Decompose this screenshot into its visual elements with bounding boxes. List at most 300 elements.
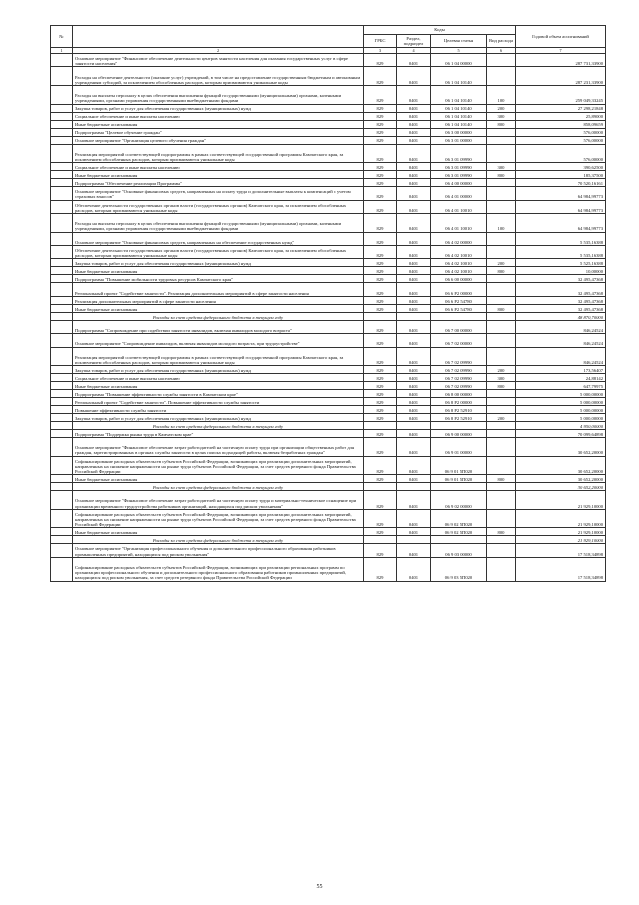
table-row	[51, 112, 606, 120]
row-amount-cell: 70 099,64898	[516, 430, 606, 438]
row-amount-cell: 287 231,33900	[516, 67, 606, 86]
row-number-cell	[51, 438, 73, 457]
row-number-cell	[51, 382, 73, 390]
row-grbs-cell: 829	[364, 163, 397, 171]
row-number-cell	[51, 366, 73, 374]
row-number-cell	[51, 475, 73, 483]
row-grbs-cell: 829	[364, 296, 397, 304]
row-grbs-cell: 829	[364, 259, 397, 267]
row-grbs-cell: 829	[364, 144, 397, 163]
row-name-cell: Основное мероприятие "Основные финансовых средств, направленных на обеспечение государственных нужд"	[73, 232, 364, 245]
row-target-article-cell: 06 1 04 10140	[431, 112, 487, 120]
row-number-cell	[51, 390, 73, 398]
row-name-cell: Расходы за счет средств федерального бюджета в текущем году	[73, 312, 364, 320]
row-name-cell: Реализация мероприятий соответствующей подпрограммы в рамках соответствующей государственной программы Камчатского края, за исключением обособленных расходов, которым присваиваются уникальные коды	[73, 347, 364, 366]
row-amount-cell: 32 495,47368	[516, 275, 606, 283]
row-expense-type-cell	[487, 422, 516, 430]
row-number-cell	[51, 334, 73, 347]
table-row	[51, 382, 606, 390]
row-expense-type-cell: 800	[487, 120, 516, 128]
row-grbs-cell: 829	[364, 112, 397, 120]
row-grbs-cell: 829	[364, 245, 397, 258]
row-target-article-cell: 06 8 P2 52910	[431, 414, 487, 422]
table-row	[51, 456, 606, 475]
row-target-article-cell: 06 6 00 00000	[431, 275, 487, 283]
page-number: 55	[316, 884, 323, 890]
row-target-article-cell: 06 4 00 00000	[431, 179, 487, 187]
row-section-cell: 0401	[397, 200, 431, 213]
row-amount-cell: 30 652,20000	[516, 483, 606, 491]
row-target-article-cell: 06 4 02 10010	[431, 259, 487, 267]
row-name-cell: Подпрограмма "Обеспечение реализации Программы"	[73, 179, 364, 187]
row-amount-cell: 30 652,20000	[516, 456, 606, 475]
row-name-cell: Расходы на выплаты персоналу в целях обеспечения выполнения функций государственными (муниципальными) органами, казенными учреждениями, органами управления государственными внебюджетными фондами	[73, 213, 364, 232]
row-number-cell	[51, 112, 73, 120]
row-grbs-cell: 829	[364, 347, 397, 366]
row-grbs-cell: 829	[364, 104, 397, 112]
table-row	[51, 232, 606, 245]
row-name-cell: Подпрограмма "Повышение эффективности службы занятости в Камчатском крае"	[73, 390, 364, 398]
row-section-cell: 0401	[397, 171, 431, 179]
row-grbs-cell: 829	[364, 544, 397, 557]
row-amount-cell: 48 870,70000	[516, 312, 606, 320]
table-row	[51, 491, 606, 510]
row-section-cell: 0401	[397, 112, 431, 120]
row-expense-type-cell	[487, 128, 516, 136]
row-name-cell: Расходы на выплаты персоналу в целях обеспечения выполнения функций государственными (муниципальными) органами, казенными учреждениями, органами управления государственными внебюджетными фондами	[73, 85, 364, 104]
row-number-cell	[51, 120, 73, 128]
column-index-cell: 4	[397, 48, 431, 54]
column-index-cell: 2	[73, 48, 364, 54]
table-row	[51, 54, 606, 67]
row-number-cell	[51, 536, 73, 544]
row-expense-type-cell	[487, 456, 516, 475]
row-name-cell: Подпрограмма "Целевое обучение граждан"	[73, 128, 364, 136]
row-expense-type-cell: 800	[487, 304, 516, 312]
table-body	[51, 54, 606, 582]
row-target-article-cell: 06 7 02 09990	[431, 382, 487, 390]
table-header	[51, 26, 606, 54]
row-name-cell: Подпрограмма "Повышение мобильности трудовых ресурсов Камчатского края"	[73, 275, 364, 283]
table-row	[51, 104, 606, 112]
row-number-cell	[51, 430, 73, 438]
row-expense-type-cell: 200	[487, 104, 516, 112]
row-number-cell	[51, 275, 73, 283]
row-name-cell: Реализация мероприятий соответствующей подпрограммы в рамках соответствующей государственной программы Камчатского края, за исключением обособленных расходов, которым присваиваются уникальные коды	[73, 144, 364, 163]
row-name-cell: Подпрограмма "Сопровождение при содействии занятости инвалидов, включая инвалидов молодого возраста"	[73, 320, 364, 333]
row-grbs-cell	[364, 422, 397, 430]
row-expense-type-cell: 300	[487, 374, 516, 382]
row-name-cell: Основное мероприятие "Финансовое обеспечение затрат работодателей на частичную оплату труда при организации общественных работ для граждан, зарегистрированных в органах службы занятости в целях поиска подходящей работы, включая безработных граждан"	[73, 438, 364, 457]
row-target-article-cell: 06 4 01 00000	[431, 187, 487, 200]
row-number-cell	[51, 406, 73, 414]
row-number-cell	[51, 414, 73, 422]
row-amount-cell: 21 929,10000	[516, 536, 606, 544]
row-expense-type-cell: 800	[487, 528, 516, 536]
row-expense-type-cell	[487, 509, 516, 528]
row-amount-cell: 27 298,21848	[516, 104, 606, 112]
row-number-cell	[51, 557, 73, 581]
row-expense-type-cell	[487, 296, 516, 304]
row-expense-type-cell: 200	[487, 259, 516, 267]
row-section-cell: 0401	[397, 430, 431, 438]
row-target-article-cell: 06 9 01 00000	[431, 438, 487, 457]
row-amount-cell: 17 518,34898	[516, 557, 606, 581]
row-name-cell: Реализация дополнительных мероприятий в сфере занятости населения	[73, 296, 364, 304]
row-grbs-cell: 829	[364, 128, 397, 136]
row-name-cell: Расходы на обеспечение деятельности (оказание услуг) учреждений, в том числе на предоставление государственным бюджетным и автономным учреждениям субсидий, за исключением обособленных расходов, которым присваиваются уникальные коды	[73, 67, 364, 86]
row-name-cell: Иные бюджетные ассигнования	[73, 382, 364, 390]
table-note-row	[51, 312, 606, 320]
row-number-cell	[51, 104, 73, 112]
row-expense-type-cell	[487, 320, 516, 333]
row-section-cell: 0401	[397, 128, 431, 136]
row-section-cell: 0401	[397, 347, 431, 366]
row-expense-type-cell: 800	[487, 382, 516, 390]
table-note-row	[51, 536, 606, 544]
row-grbs-cell: 829	[364, 136, 397, 144]
row-name-cell: Социальное обеспечение и иные выплаты населению	[73, 374, 364, 382]
row-number-cell	[51, 267, 73, 275]
row-target-article-cell: 06 1 04 10140	[431, 67, 487, 86]
table-row	[51, 163, 606, 171]
row-section-cell: 0401	[397, 491, 431, 510]
row-amount-cell: 5 000,00000	[516, 414, 606, 422]
row-section-cell: 0401	[397, 475, 431, 483]
row-expense-type-cell	[487, 187, 516, 200]
table-note-row	[51, 483, 606, 491]
row-section-cell: 0401	[397, 366, 431, 374]
row-expense-type-cell	[487, 438, 516, 457]
row-target-article-cell: 06 9 03 5П020	[431, 557, 487, 581]
row-section-cell: 0401	[397, 374, 431, 382]
row-name-cell: Иные бюджетные ассигнования	[73, 475, 364, 483]
column-index-cell: 3	[364, 48, 397, 54]
row-target-article-cell: 06 9 01 5П020	[431, 475, 487, 483]
row-expense-type-cell	[487, 544, 516, 557]
row-amount-cell: 10,00000	[516, 267, 606, 275]
row-number-cell	[51, 200, 73, 213]
row-target-article-cell: 06 9 02 5П020	[431, 528, 487, 536]
row-target-article-cell: 06 7 02 09990	[431, 374, 487, 382]
row-name-cell: Основное мероприятие "Организация профессионального обучения и дополнительного профессионального образования работников промышленных предприятий, находящихся под риском увольнения"	[73, 544, 364, 557]
row-amount-cell: 576,00000	[516, 128, 606, 136]
row-number-cell	[51, 312, 73, 320]
row-name-cell: Социальное обеспечение и иные выплаты населению	[73, 112, 364, 120]
row-expense-type-cell	[487, 483, 516, 491]
row-name-cell: Социальное обеспечение и иные выплаты населению	[73, 163, 364, 171]
row-name-cell: Повышение эффективности службы занятости	[73, 406, 364, 414]
table-row	[51, 283, 606, 296]
row-amount-cell: 64 984,99773	[516, 213, 606, 232]
row-number-cell	[51, 259, 73, 267]
row-section-cell: 0401	[397, 54, 431, 67]
row-grbs-cell: 829	[364, 491, 397, 510]
row-grbs-cell: 829	[364, 390, 397, 398]
row-amount-cell: 32 495,47368	[516, 304, 606, 312]
header-annual-volume: Годовой объем ассигнований	[516, 26, 606, 48]
row-target-article-cell: 06 1 04 00000	[431, 54, 487, 67]
table-row	[51, 267, 606, 275]
row-grbs-cell: 829	[364, 557, 397, 581]
row-expense-type-cell	[487, 430, 516, 438]
row-grbs-cell: 829	[364, 187, 397, 200]
row-section-cell: 0401	[397, 187, 431, 200]
header-expense-type: Вид расхода	[487, 35, 516, 48]
row-expense-type-cell	[487, 245, 516, 258]
row-grbs-cell: 829	[364, 528, 397, 536]
row-section-cell: 0401	[397, 245, 431, 258]
row-name-cell: Софинансирование расходных обязательств субъектов Российской Федерации, возникающих при реализации дополнительных мероприятий, направленных на снижение напряженности на рынке труда субъектов Российской Федерации, за счет средств резервного фонда Правительства Российской Федерации	[73, 509, 364, 528]
row-section-cell: 0401	[397, 528, 431, 536]
row-grbs-cell: 829	[364, 382, 397, 390]
row-amount-cell: 5 000,00000	[516, 406, 606, 414]
table-row	[51, 475, 606, 483]
row-number-cell	[51, 163, 73, 171]
row-amount-cell: 32 495,47368	[516, 296, 606, 304]
row-amount-cell: 5 525,16388	[516, 259, 606, 267]
row-amount-cell: 576,00000	[516, 144, 606, 163]
table-row	[51, 120, 606, 128]
row-expense-type-cell	[487, 557, 516, 581]
row-number-cell	[51, 171, 73, 179]
row-number-cell	[51, 398, 73, 406]
row-target-article-cell: 06 8 P2 52910	[431, 406, 487, 414]
table-row	[51, 296, 606, 304]
row-number-cell	[51, 509, 73, 528]
row-grbs-cell: 829	[364, 54, 397, 67]
row-number-cell	[51, 422, 73, 430]
row-name-cell: Основное мероприятие "Финансовое обеспечение деятельности центров занятости населения для оказания государственных услуг в сфере занятости населения"	[73, 54, 364, 67]
row-grbs-cell: 829	[364, 366, 397, 374]
table-note-row	[51, 422, 606, 430]
row-number-cell	[51, 283, 73, 296]
row-section-cell	[397, 312, 431, 320]
table-row	[51, 544, 606, 557]
row-section-cell: 0401	[397, 259, 431, 267]
row-grbs-cell: 829	[364, 414, 397, 422]
row-amount-cell: 17 518,34898	[516, 544, 606, 557]
row-name-cell: Иные бюджетные ассигнования	[73, 267, 364, 275]
row-number-cell	[51, 528, 73, 536]
row-grbs-cell	[364, 536, 397, 544]
row-expense-type-cell: 800	[487, 267, 516, 275]
row-amount-cell: 846,24524	[516, 320, 606, 333]
row-expense-type-cell	[487, 54, 516, 67]
row-target-article-cell: 06 3 01 00000	[431, 136, 487, 144]
row-amount-cell: 30 652,20000	[516, 438, 606, 457]
row-target-article-cell: 06 3 00 00000	[431, 128, 487, 136]
table-row	[51, 347, 606, 366]
row-section-cell: 0401	[397, 296, 431, 304]
row-expense-type-cell: 200	[487, 366, 516, 374]
row-number-cell	[51, 144, 73, 163]
row-number-cell	[51, 245, 73, 258]
row-amount-cell: 5 000,00000	[516, 398, 606, 406]
row-amount-cell: 576,00000	[516, 136, 606, 144]
row-expense-type-cell	[487, 347, 516, 366]
row-target-article-cell: 06 4 01 10010	[431, 213, 487, 232]
row-section-cell: 0401	[397, 213, 431, 232]
row-grbs-cell: 829	[364, 475, 397, 483]
row-amount-cell: 5 000,00000	[516, 390, 606, 398]
row-name-cell: Основное мероприятие "Организация целевого обучения граждан"	[73, 136, 364, 144]
row-section-cell	[397, 422, 431, 430]
row-target-article-cell: 06 3 01 09990	[431, 144, 487, 163]
row-target-article-cell: 06 6 P2 54780	[431, 296, 487, 304]
row-amount-cell: 25,89000	[516, 112, 606, 120]
row-amount-cell: 390,62500	[516, 163, 606, 171]
table-row	[51, 179, 606, 187]
row-amount-cell: 185,37500	[516, 171, 606, 179]
row-grbs-cell: 829	[364, 398, 397, 406]
row-section-cell: 0401	[397, 304, 431, 312]
row-expense-type-cell	[487, 136, 516, 144]
row-expense-type-cell	[487, 275, 516, 283]
row-section-cell: 0401	[397, 382, 431, 390]
header-name	[73, 26, 364, 48]
row-target-article-cell: 06 4 01 10010	[431, 200, 487, 213]
table-row	[51, 200, 606, 213]
row-name-cell: Закупка товаров, работ и услуг для обеспечения государственных (муниципальных) нужд	[73, 259, 364, 267]
row-expense-type-cell	[487, 179, 516, 187]
row-name-cell: Обеспечение деятельности государственных органов власти (государственных органов) Камчатского края, за исключением обособленных расходов, которым присваиваются уникальные коды	[73, 200, 364, 213]
row-target-article-cell: 06 1 04 10140	[431, 120, 487, 128]
row-expense-type-cell: 100	[487, 213, 516, 232]
row-amount-cell: 287 731,33900	[516, 54, 606, 67]
row-amount-cell: 21 929,10000	[516, 491, 606, 510]
row-number-cell	[51, 544, 73, 557]
row-section-cell: 0401	[397, 398, 431, 406]
header-grbs: ГРБС	[364, 35, 397, 48]
row-target-article-cell: 06 6 P2 54780	[431, 304, 487, 312]
row-section-cell: 0401	[397, 67, 431, 86]
row-amount-cell: 647,79975	[516, 382, 606, 390]
row-expense-type-cell: 100	[487, 85, 516, 104]
row-grbs-cell	[364, 483, 397, 491]
row-number-cell	[51, 85, 73, 104]
table-row	[51, 275, 606, 283]
row-expense-type-cell: 800	[487, 171, 516, 179]
row-target-article-cell: 06 4 02 10010	[431, 267, 487, 275]
row-name-cell: Обеспечение деятельности государственных органов власти (государственных органов) Камчатского края, за исключением обособленных расходов, которым присваиваются уникальные коды	[73, 245, 364, 258]
row-target-article-cell: 06 1 04 10140	[431, 85, 487, 104]
table-row	[51, 334, 606, 347]
row-target-article-cell: 06 7 02 00000	[431, 334, 487, 347]
row-expense-type-cell: 300	[487, 163, 516, 171]
row-section-cell: 0401	[397, 136, 431, 144]
row-expense-type-cell	[487, 398, 516, 406]
row-expense-type-cell	[487, 491, 516, 510]
row-section-cell: 0401	[397, 544, 431, 557]
row-grbs-cell: 829	[364, 232, 397, 245]
row-target-article-cell	[431, 312, 487, 320]
row-section-cell: 0401	[397, 85, 431, 104]
row-name-cell: Иные бюджетные ассигнования	[73, 304, 364, 312]
row-name-cell: Региональный проект "Содействие занятости". Повышение эффективности службы занятости	[73, 398, 364, 406]
row-target-article-cell	[431, 536, 487, 544]
row-name-cell: Расходы за счет средств федерального бюджета в текущем году	[73, 422, 364, 430]
row-grbs-cell	[364, 312, 397, 320]
table-row	[51, 213, 606, 232]
table-row	[51, 320, 606, 333]
row-grbs-cell: 829	[364, 283, 397, 296]
row-section-cell: 0401	[397, 275, 431, 283]
row-name-cell: Основное мероприятие "Финансовое обеспечение затрат работодателей на частичную оплату труда и материально-техническое оснащение при организации временного трудоустройства работников организаций, находящихся под риском увольнения"	[73, 491, 364, 510]
row-amount-cell: 858,09659	[516, 120, 606, 128]
row-amount-cell: 5 535,16388	[516, 232, 606, 245]
row-section-cell: 0401	[397, 557, 431, 581]
row-section-cell: 0401	[397, 456, 431, 475]
row-expense-type-cell	[487, 67, 516, 86]
row-number-cell	[51, 179, 73, 187]
row-name-cell: Иные бюджетные ассигнования	[73, 528, 364, 536]
row-amount-cell: 24,88142	[516, 374, 606, 382]
row-name-cell: Подпрограмма "Поддержка рынка труда в Камчатском крае"	[73, 430, 364, 438]
row-name-cell: Иные бюджетные ассигнования	[73, 120, 364, 128]
row-name-cell: Софинансирование расходных обязательств субъектов Российской Федерации, возникающих при реализации региональных программ по организации профессионального обучения и дополнительного профессионального образования работников промышленных предприятий, находящихся под риском увольнения, за счет средств резервного фонда Правительства Российской Федерации	[73, 557, 364, 581]
row-target-article-cell: 06 6 P2 00000	[431, 283, 487, 296]
row-name-cell: Расходы за счет средств федерального бюджета в текущем году	[73, 483, 364, 491]
row-expense-type-cell	[487, 144, 516, 163]
row-name-cell: Закупка товаров, работ и услуг для обеспечения государственных (муниципальных) нужд	[73, 366, 364, 374]
row-name-cell: Закупка товаров, работ и услуг для обеспечения государственных (муниципальных) нужд	[73, 104, 364, 112]
row-grbs-cell: 829	[364, 200, 397, 213]
row-number-cell	[51, 320, 73, 333]
table-row	[51, 245, 606, 258]
row-number-cell	[51, 136, 73, 144]
table-row	[51, 390, 606, 398]
row-target-article-cell: 06 4 02 00000	[431, 232, 487, 245]
row-number-cell	[51, 347, 73, 366]
table-row	[51, 136, 606, 144]
row-name-cell: Иные бюджетные ассигнования	[73, 171, 364, 179]
row-section-cell: 0401	[397, 144, 431, 163]
row-amount-cell: 846,24524	[516, 334, 606, 347]
row-section-cell: 0401	[397, 509, 431, 528]
row-section-cell: 0401	[397, 232, 431, 245]
row-section-cell: 0401	[397, 120, 431, 128]
row-grbs-cell: 829	[364, 334, 397, 347]
row-target-article-cell: 06 9 02 00000	[431, 491, 487, 510]
row-name-cell: Расходы за счет средств федерального бюджета в текущем году	[73, 536, 364, 544]
row-expense-type-cell: 200	[487, 414, 516, 422]
table-row	[51, 557, 606, 581]
table-row	[51, 430, 606, 438]
row-number-cell	[51, 296, 73, 304]
row-section-cell: 0401	[397, 283, 431, 296]
row-expense-type-cell	[487, 334, 516, 347]
row-amount-cell: 173,56407	[516, 366, 606, 374]
column-index-cell: 6	[487, 48, 516, 54]
row-expense-type-cell	[487, 536, 516, 544]
row-target-article-cell: 06 9 02 5П020	[431, 509, 487, 528]
row-name-cell: Основное мероприятие "Основные финансовых средств, направленных на оплату труда и дополнительные выплаты к компенсаций с учетом страховых взносов"	[73, 187, 364, 200]
row-grbs-cell: 829	[364, 304, 397, 312]
row-grbs-cell: 829	[364, 179, 397, 187]
row-section-cell: 0401	[397, 334, 431, 347]
row-section-cell: 0401	[397, 179, 431, 187]
row-grbs-cell: 829	[364, 438, 397, 457]
row-number-cell	[51, 187, 73, 200]
row-number-cell	[51, 483, 73, 491]
row-expense-type-cell: 800	[487, 475, 516, 483]
row-number-cell	[51, 213, 73, 232]
row-target-article-cell: 06 9 00 00000	[431, 430, 487, 438]
row-name-cell: Закупка товаров, работ и услуг для обеспечения государственных (муниципальных) нужд	[73, 414, 364, 422]
row-grbs-cell: 829	[364, 275, 397, 283]
table-row	[51, 374, 606, 382]
